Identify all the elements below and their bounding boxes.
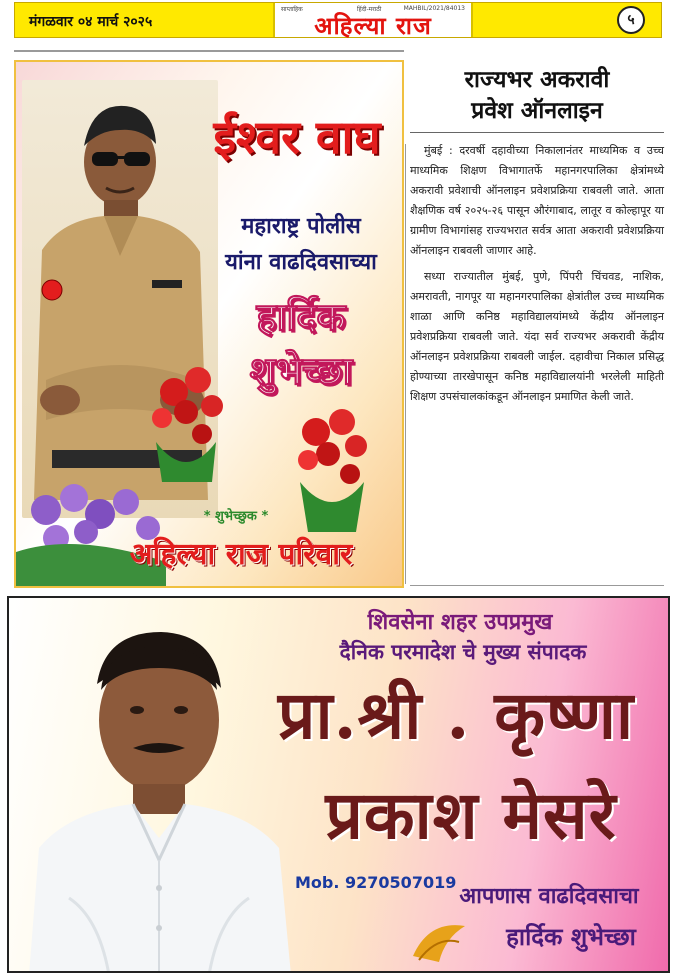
- birthday-ad-police: [14, 60, 404, 588]
- newspaper-name: अहिल्या राज: [314, 11, 432, 40]
- masthead-brand: [273, 3, 473, 40]
- news-article: [410, 60, 664, 588]
- column-divider: [405, 144, 406, 584]
- masthead-frequency: साप्ताहिक: [281, 6, 303, 13]
- birthday-ad-editor: [7, 596, 670, 973]
- article-headline-line-1: राज्यभर अकरावी: [464, 66, 610, 93]
- greeting-wish-shubhechha: शुभेच्छा: [249, 348, 353, 393]
- editor-portrait: [9, 598, 309, 973]
- editor-newspaper-position: दैनिक परमादेश चे मुख्य संपादक: [339, 640, 587, 664]
- editor-mobile-number: Mob. 9270507019: [295, 873, 457, 892]
- greeting-wisher-label: * शुभेच्छुक *: [203, 509, 269, 524]
- article-paragraph: सध्या राज्यातील मुंबई, पुणे, पिंपरी चिंचवड, नाशिक, अमरावती, नागपूर या महानगरपालिका क्षेत्रांतील उच्च माध्यमिक शाळा आणि कनिष्ठ महाविद्यालयांमध्ये केंद्रीय ऑनलाइन प्रवेशप्रक्रिया राबवली जाते. यंदा सर्व राज्यभर अकरावी केंद्रीय ऑनलाइन प्रवेशप्रक्रिया राबवली जाईल. दहावीचा निकाल प्रसिद्ध होण्याच्या तारखेपासून कनिष्ठ महाविद्यालयांनी भरलेली माहिती शिक्षण उपसंचालकांकडून ऑनलाइन प्रमाणित केली जाते.: [410, 270, 664, 403]
- editor-name-first: प्रा.श्री . कृष्णा: [277, 676, 635, 754]
- greeting-family-name: अहिल्या राज परिवार: [129, 537, 353, 572]
- article-bottom-divider: [410, 585, 664, 586]
- greeting-designation: महाराष्ट्र पोलीस: [241, 214, 361, 239]
- masthead: [14, 2, 662, 38]
- top-divider: [14, 50, 404, 52]
- article-paragraph: मुंबई : दरवर्षी दहावीच्या निकालानंतर माध्यमिक व उच्च माध्यमिक शिक्षण विभागातर्फे महानगरपालिका क्षेत्रांमध्ये अकरावी प्रवेशाची ऑनलाइन प्रवेशप्रक्रिया राबवली जाते. आता शैक्षणिक वर्ष २०२५-२६ पासून औरंगाबाद, लातूर व कोल्हापूर या ग्रामीण विभागांसह राज्यभरात सर्वत्र आता अकरावी प्रवेशप्रक्रिया ऑनलाइन राबवली जाणार आहे.: [410, 144, 664, 257]
- leaf-decoration: [409, 916, 469, 966]
- greeting-wish-hardik: हार्दिक: [256, 294, 346, 339]
- article-headline-line-2: प्रवेश ऑनलाइन: [471, 97, 603, 124]
- page-number: ५: [617, 6, 645, 34]
- masthead-registration: MAHBIL/2021/84013: [403, 5, 465, 12]
- editor-wish-line-1: आपणास वाढदिवसाचा: [459, 884, 639, 909]
- editor-party-position: शिवसेना शहर उपप्रमुख: [367, 610, 553, 635]
- greeting-person-name: ईश्वर वाघ: [213, 110, 381, 164]
- issue-date: मंगळवार ०४ मार्च २०२५: [29, 14, 153, 30]
- editor-wish-line-2: हार्दिक शुभेच्छा: [506, 923, 636, 951]
- masthead-languages: हिंदी-मराठी: [357, 6, 382, 13]
- headline-divider: [410, 132, 664, 133]
- greeting-line: यांना वाढदिवसाच्या: [225, 250, 377, 275]
- editor-name-last: प्रकाश मेसरे: [325, 776, 617, 854]
- article-headline: [410, 64, 664, 126]
